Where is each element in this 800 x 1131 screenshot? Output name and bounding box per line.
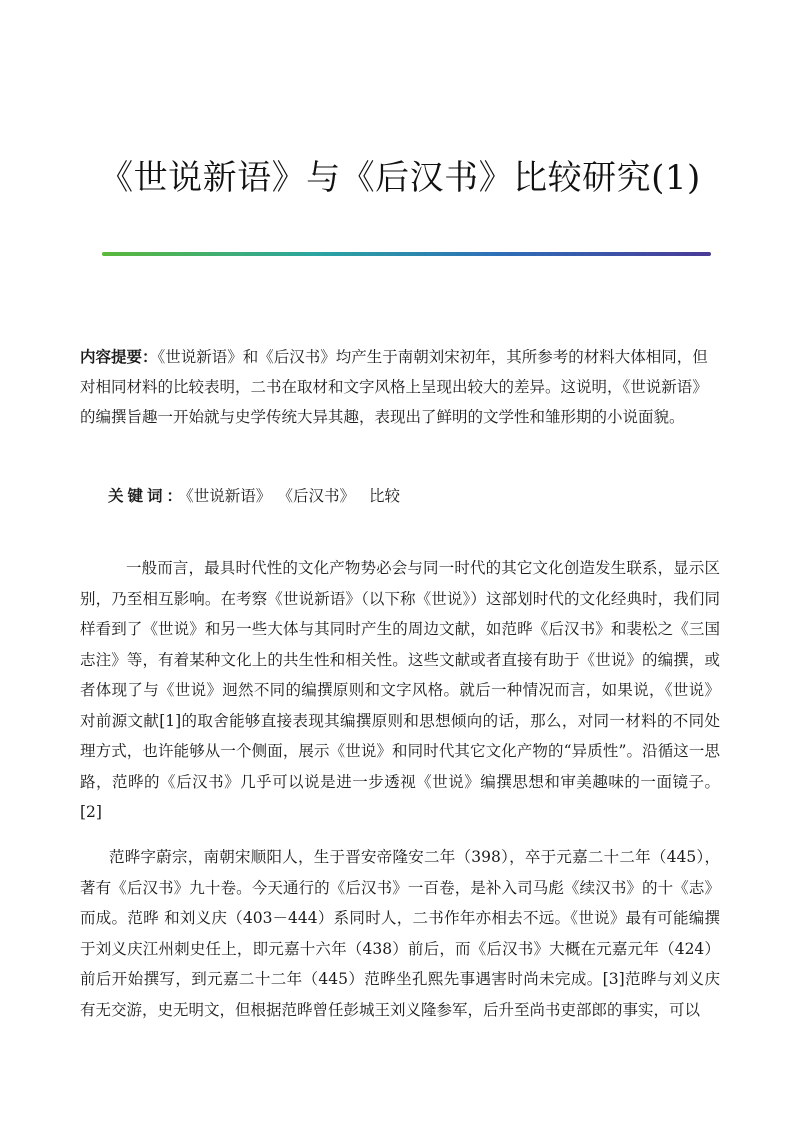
keywords xyxy=(108,481,720,511)
keyword-item: 《世说新语》 xyxy=(186,487,272,505)
keywords-label: 关键词： xyxy=(108,486,187,505)
abstract-text: 《世说新语》和《后汉书》均产生于南朝刘宋初年，其所参考的材料大体相同，但对相同材料的比较表明，二书在取材和文字风格上呈现出较大的差异。这说明，《世说新语》的编撰旨趣一开始就与史学传统大异其趣，表现出了鲜明的文学性和雏形期的小说面貌。 xyxy=(80,348,708,426)
abstract-label: 内容提要： xyxy=(80,347,158,366)
keyword-item: 《后汉书》 xyxy=(285,487,356,505)
body-paragraph: 范晔字蔚宗，南朝宋顺阳人，生于晋安帝隆安二年（398），卒于元嘉二十二年（445），著有《后汉书》九十卷。今天通行的《后汉书》一百卷，是补入司马彪《续汉书》的十《志》而成。范晔 和刘义庆（403－444）系同时人，二书作年亦相去不远。《世说》最有可能编撰于刘义庆江州刺史任上，即元嘉十六年（438）前后，而《后汉书》大概在元嘉元年（424）前后开始撰写，到元嘉二十二年（445）范晔坐孔熙先事遇害时尚未完成。[3]范晔与刘义庆有无交游，史无明文，但根据范晔曾任彭城王刘义隆参军，后升至尚书吏部郎的事实，可以 xyxy=(80,848,720,1019)
page-title: 《世说新语》与《后汉书》比较研究(1) xyxy=(99,158,701,198)
keyword-item: 比较 xyxy=(369,487,401,505)
title-divider xyxy=(102,252,711,256)
abstract xyxy=(80,342,720,432)
body-paragraph: 一般而言，最具时代性的文化产物势必会与同一时代的其它文化创造发生联系，显示区别，乃至相互影响。在考察《世说新语》（以下称《世说》）这部划时代的文化经典时，我们同样看到了《世说》和另一些大体与其同时产生的周边文献，如范晔《后汉书》和裴松之《三国志注》等，有着某种文化上的共生性和相关性。这些文献或者直接有助于《世说》的编撰，或者体现了与《世说》迥然不同的编撰原则和文字风格。就后一种情况而言，如果说，《世说》对前源文献[1]的取舍能够直接表现其编撰原则和思想倾向的话，那么，对同一材料的不同处理方式，也许能够从一个侧面，展示《世说》和同时代其它文化产物的“异质性”。沿循这一思路，范晔的《后汉书》几乎可以说是进一步透视《世说》编撰思想和审美趣味的一面镜子。[2] xyxy=(80,559,720,821)
